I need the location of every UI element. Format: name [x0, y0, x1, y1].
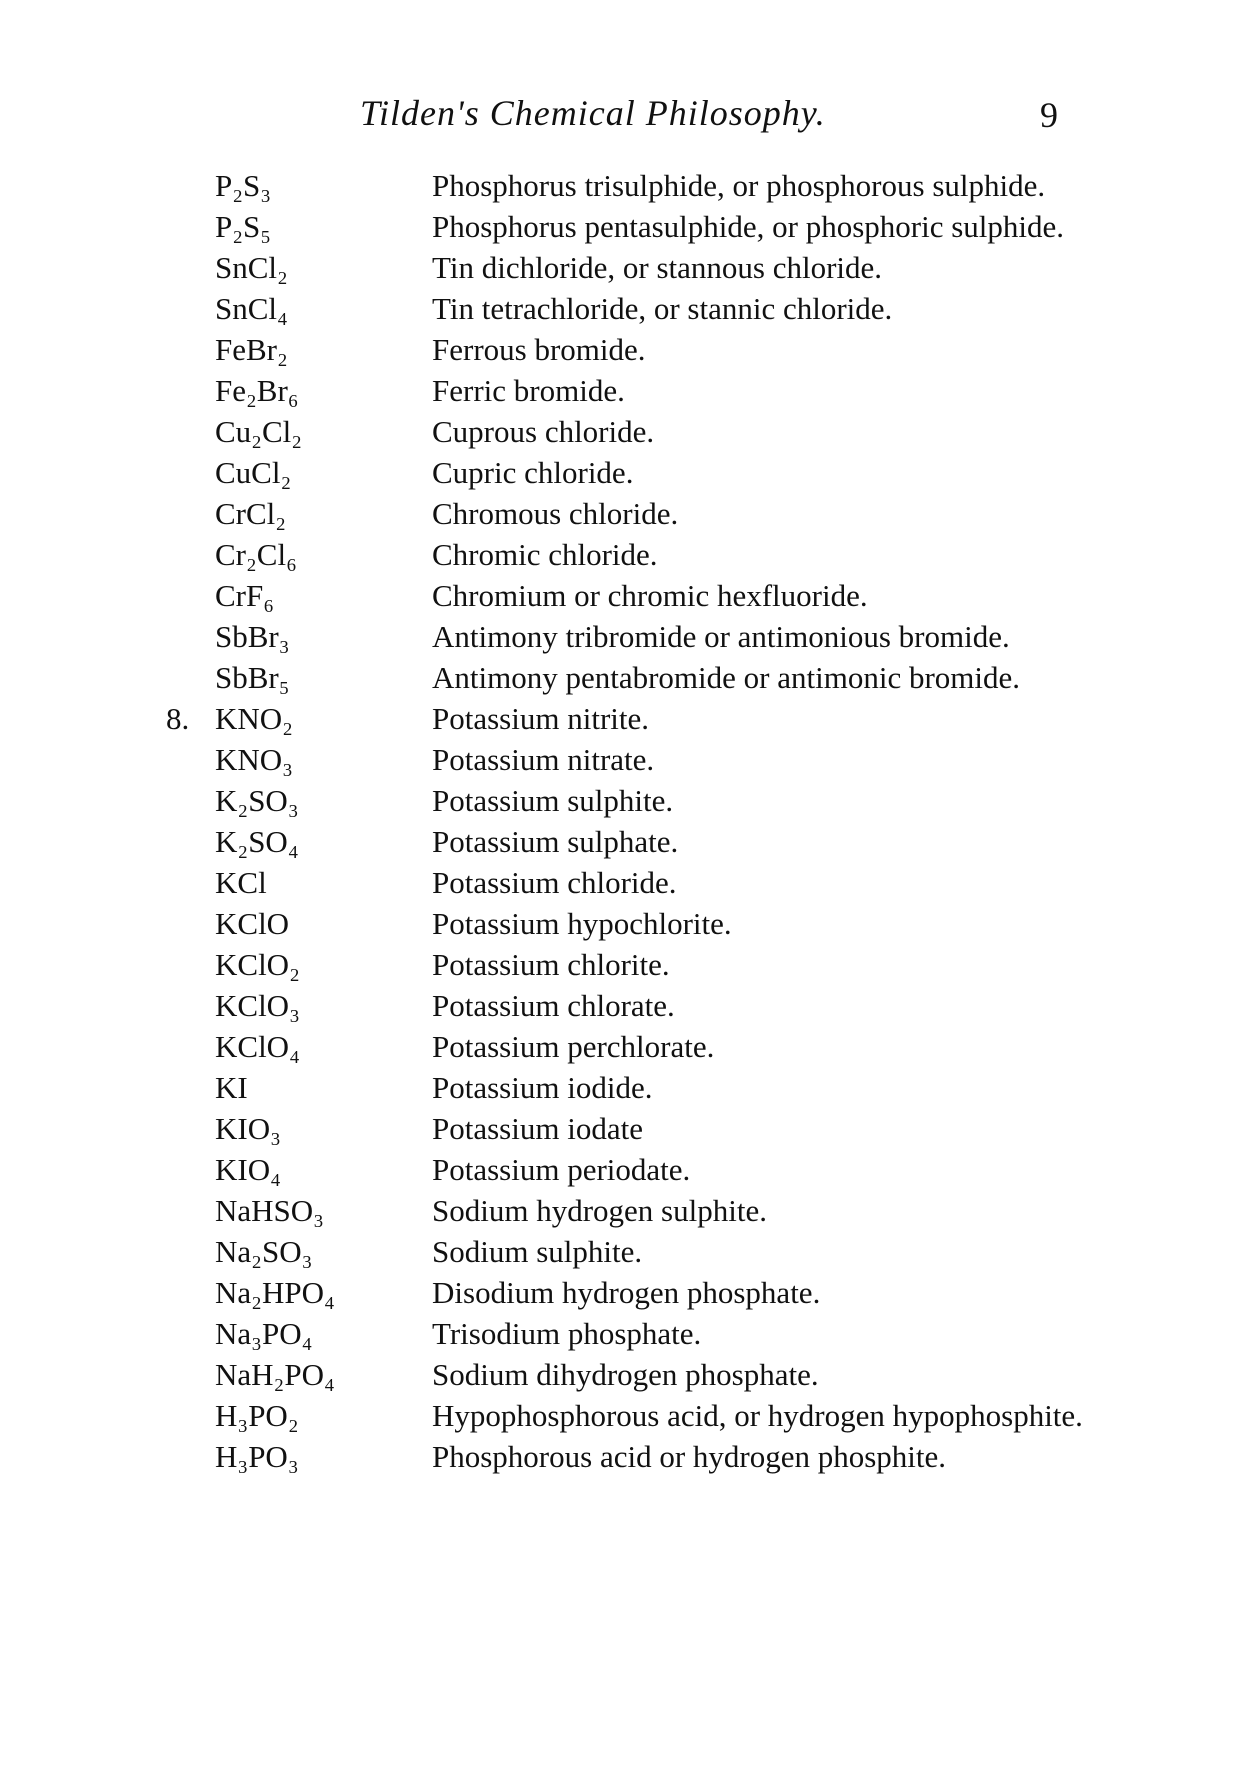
chemical-formula: SbBr₃ — [215, 619, 290, 654]
chemical-formula: K₂SO₃ — [215, 783, 299, 818]
formula-entry — [0, 493, 1259, 534]
formula-entry — [0, 575, 1259, 616]
formula-entry — [0, 206, 1259, 247]
compound-name: Sodium hydrogen sulphite. — [432, 1193, 767, 1228]
chemical-formula: SbBr₅ — [215, 660, 290, 695]
compound-name: Cuprous chloride. — [432, 414, 655, 449]
compound-name: Sodium sulphite. — [432, 1234, 643, 1269]
chemical-formula: H₃PO₃ — [215, 1439, 299, 1474]
chemical-formula: FeBr₂ — [215, 332, 288, 367]
compound-name: Tin tetrachloride, or stannic chloride. — [432, 291, 893, 326]
compound-name: Disodium hydrogen phosphate. — [432, 1275, 821, 1310]
formula-entry — [0, 329, 1259, 370]
formula-entry — [0, 739, 1259, 780]
compound-name: Potassium sulphite. — [432, 783, 674, 818]
compound-name: Potassium chloride. — [432, 865, 677, 900]
formula-entry — [0, 821, 1259, 862]
compound-name: Antimony pentabromide or antimonic bromide. — [432, 660, 1021, 695]
chemical-formula: CrCl₂ — [215, 496, 287, 531]
compound-name: Chromium or chromic hexfluoride. — [432, 578, 868, 613]
formula-entry — [0, 1190, 1259, 1231]
chemical-formula: H₃PO₂ — [215, 1398, 299, 1433]
chemical-formula: Na₃PO₄ — [215, 1316, 313, 1351]
compound-name: Ferric bromide. — [432, 373, 625, 408]
chemical-formula: Na₂SO₃ — [215, 1234, 313, 1269]
compound-name: Potassium nitrite. — [432, 701, 649, 736]
formula-entry — [0, 1026, 1259, 1067]
chemical-formula: KI — [215, 1070, 248, 1105]
formula-entry — [0, 247, 1259, 288]
compound-name: Potassium hypochlorite. — [432, 906, 732, 941]
chemical-formula: Cr₂Cl₆ — [215, 537, 297, 572]
formula-list — [0, 165, 1259, 1477]
page-number: 9 — [1040, 95, 1058, 135]
compound-name: Phosphorus pentasulphide, or phosphoric sulphide. — [432, 209, 1065, 244]
chemical-formula: KClO₂ — [215, 947, 300, 982]
chemical-formula: SnCl₄ — [215, 291, 288, 326]
chemical-formula: KClO — [215, 906, 290, 941]
formula-entry — [0, 862, 1259, 903]
compound-name: Phosphorus trisulphide, or phosphorous sulphide. — [432, 168, 1046, 203]
chemical-formula: KNO₃ — [215, 742, 293, 777]
formula-entry — [0, 1313, 1259, 1354]
formula-entry — [0, 985, 1259, 1026]
chemical-formula: CuCl₂ — [215, 455, 292, 490]
compound-name: Potassium chlorate. — [432, 988, 675, 1023]
formula-entry — [0, 1067, 1259, 1108]
formula-entry — [0, 1108, 1259, 1149]
formula-entry — [0, 780, 1259, 821]
chemical-formula: KIO₃ — [215, 1111, 281, 1146]
formula-entry — [0, 288, 1259, 329]
formula-entry — [0, 370, 1259, 411]
chemical-formula: K₂SO₄ — [215, 824, 299, 859]
compound-name: Potassium chlorite. — [432, 947, 670, 982]
formula-entry — [0, 452, 1259, 493]
formula-entry — [0, 1395, 1259, 1436]
formula-entry — [0, 1436, 1259, 1477]
formula-entry — [0, 534, 1259, 575]
formula-entry — [0, 1231, 1259, 1272]
compound-name: Potassium sulphate. — [432, 824, 679, 859]
compound-name: Tin dichloride, or stannous chloride. — [432, 250, 883, 285]
chemical-formula: Na₂HPO₄ — [215, 1275, 335, 1310]
compound-name: Chromous chloride. — [432, 496, 679, 531]
compound-name: Trisodium phosphate. — [432, 1316, 702, 1351]
chemical-formula: SnCl₂ — [215, 250, 288, 285]
compound-name: Potassium perchlorate. — [432, 1029, 715, 1064]
compound-name: Antimony tribromide or antimonious bromide. — [432, 619, 1010, 654]
formula-entry — [0, 903, 1259, 944]
chemical-formula: NaH₂PO₄ — [215, 1357, 335, 1392]
chemical-formula: KClO₃ — [215, 988, 300, 1023]
compound-name: Hypophosphorous acid, or hydrogen hypophosphite. — [432, 1398, 1083, 1433]
chemical-formula: KCl — [215, 865, 267, 900]
compound-name: Potassium iodide. — [432, 1070, 653, 1105]
section-number: 8. — [166, 701, 190, 736]
compound-name: Chromic chloride. — [432, 537, 658, 572]
compound-name: Cupric chloride. — [432, 455, 634, 490]
compound-name: Sodium dihydrogen phosphate. — [432, 1357, 819, 1392]
compound-name: Potassium iodate — [432, 1111, 643, 1146]
chemical-formula: KClO₄ — [215, 1029, 300, 1064]
formula-entry — [0, 616, 1259, 657]
compound-name: Phosphorous acid or hydrogen phosphite. — [432, 1439, 947, 1474]
formula-entry — [0, 411, 1259, 452]
chemical-formula: Fe₂Br₆ — [215, 373, 299, 408]
chemical-formula: KIO₄ — [215, 1152, 281, 1187]
chemical-formula: NaHSO₃ — [215, 1193, 324, 1228]
chemical-formula: P₂S₃ — [215, 168, 272, 203]
formula-entry — [0, 1149, 1259, 1190]
formula-entry — [0, 165, 1259, 206]
formula-entry — [0, 1272, 1259, 1313]
compound-name: Potassium nitrate. — [432, 742, 655, 777]
compound-name: Potassium periodate. — [432, 1152, 691, 1187]
formula-entry — [0, 698, 1259, 739]
formula-entry — [0, 944, 1259, 985]
formula-entry — [0, 1354, 1259, 1395]
chemical-formula: P₂S₅ — [215, 209, 272, 244]
formula-entry — [0, 657, 1259, 698]
chemical-formula: Cu₂Cl₂ — [215, 414, 303, 449]
running-head: Tilden's Chemical Philosophy. — [360, 93, 826, 133]
chemical-formula: CrF₆ — [215, 578, 275, 613]
chemical-formula: KNO₂ — [215, 701, 293, 736]
compound-name: Ferrous bromide. — [432, 332, 646, 367]
